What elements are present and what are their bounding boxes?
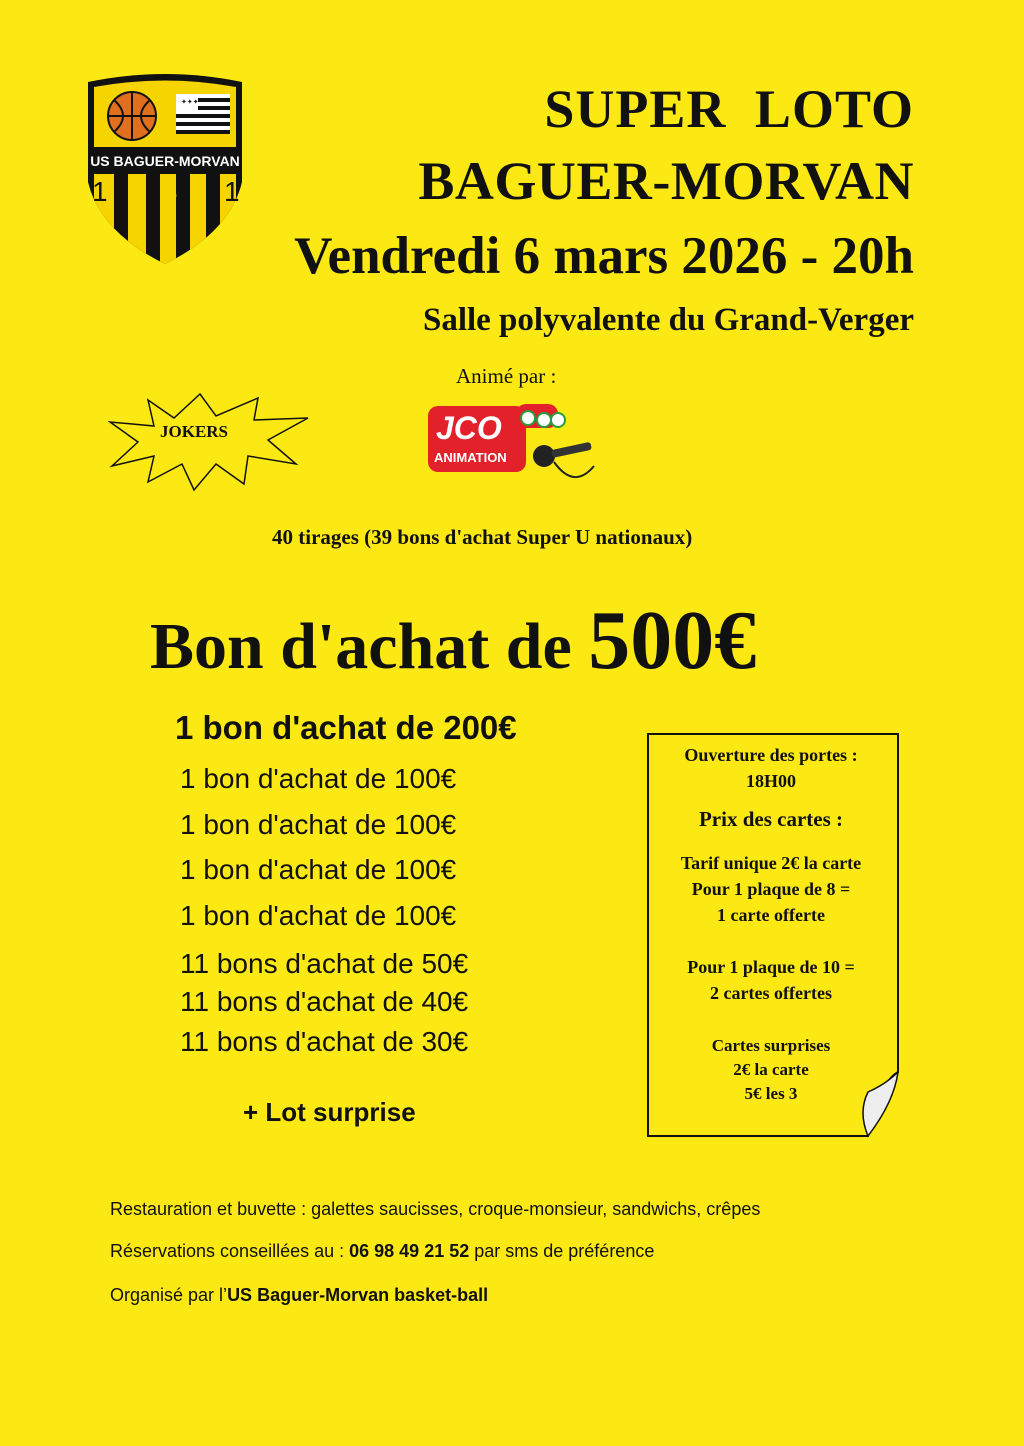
price-single: Tarif unique 2€ la carte [680, 853, 862, 873]
organiser-name: US Baguer-Morvan basket-ball [227, 1285, 489, 1305]
jco-animation-logo [424, 400, 600, 490]
price-plaque-8: Pour 1 plaque de 8 = [691, 879, 851, 899]
main-prize-amount: 500€ [588, 594, 757, 687]
prices-title: Prix des cartes : [698, 807, 844, 831]
main-prize [150, 592, 756, 689]
main-prize-label: Bon d'achat de [150, 610, 589, 683]
reservation-info [110, 1241, 654, 1262]
title-super-loto: SUPER LOTO [544, 79, 914, 139]
price-plaque-8-offer: 1 carte offerte [717, 905, 825, 925]
food-info: Restauration et buvette : galettes saucisses, croque-monsieur, sandwichs, crêpes [110, 1199, 761, 1219]
club-logo [80, 72, 250, 268]
price-plaque-10: Pour 1 plaque de 10 = [687, 957, 855, 977]
phone-number[interactable]: 06 98 49 21 52 [349, 1241, 470, 1261]
jco-logo-subtext: ANIMATION [434, 450, 507, 465]
reservation-prefix: Réservations conseillées au : [110, 1241, 350, 1261]
price-plaque-10-offer: 2 cartes offertes [710, 983, 832, 1003]
prize-item: 1 bon d'achat de 200€ [175, 709, 517, 746]
organiser-prefix: Organisé par l’ [110, 1285, 228, 1305]
logo-digit: 1 [92, 176, 108, 207]
surprise-cards-title: Cartes surprises [711, 1036, 831, 1055]
title-town: BAGUER-MORVAN [418, 151, 914, 211]
svg-text:✦✦✦: ✦✦✦ [181, 98, 199, 106]
organiser-info [110, 1285, 488, 1306]
logo-club-name: US BAGUER-MORVAN [90, 153, 240, 169]
prize-item: 11 bons d'achat de 40€ [180, 986, 469, 1017]
jco-logo-text: JCO [436, 410, 502, 446]
prize-item: 1 bon d'achat de 100€ [180, 900, 457, 931]
surprise-cards-price: 2€ la carte [733, 1060, 809, 1079]
surprise-lot: + Lot surprise [243, 1097, 416, 1127]
jokers-label: JOKERS [160, 422, 229, 441]
starburst-icon [108, 392, 312, 492]
logo-digit: 9 [131, 176, 147, 207]
event-venue: Salle polyvalente du Grand-Verger [422, 302, 914, 338]
animated-by-label: Animé par : [456, 364, 557, 388]
draws-count: 40 tirages (39 bons d'achat Super U nationaux) [272, 525, 693, 549]
prize-item: 1 bon d'achat de 100€ [180, 854, 457, 885]
doors-time: 18H00 [745, 771, 796, 791]
info-note [646, 732, 902, 1138]
doors-label: Ouverture des portes : [684, 745, 858, 765]
prize-item: 1 bon d'achat de 100€ [180, 763, 457, 794]
prize-item: 1 bon d'achat de 100€ [180, 809, 457, 840]
reservation-suffix: par sms de préférence [469, 1241, 655, 1261]
jokers-starburst [108, 392, 312, 492]
prize-item: 11 bons d'achat de 30€ [180, 1026, 469, 1057]
event-date: Vendredi 6 mars 2026 - 20h [294, 227, 914, 285]
logo-digit: 1 [224, 176, 240, 207]
prize-item: 11 bons d'achat de 50€ [180, 948, 469, 979]
surprise-cards-price-3: 5€ les 3 [744, 1084, 798, 1103]
logo-digit: 8 [162, 176, 178, 207]
